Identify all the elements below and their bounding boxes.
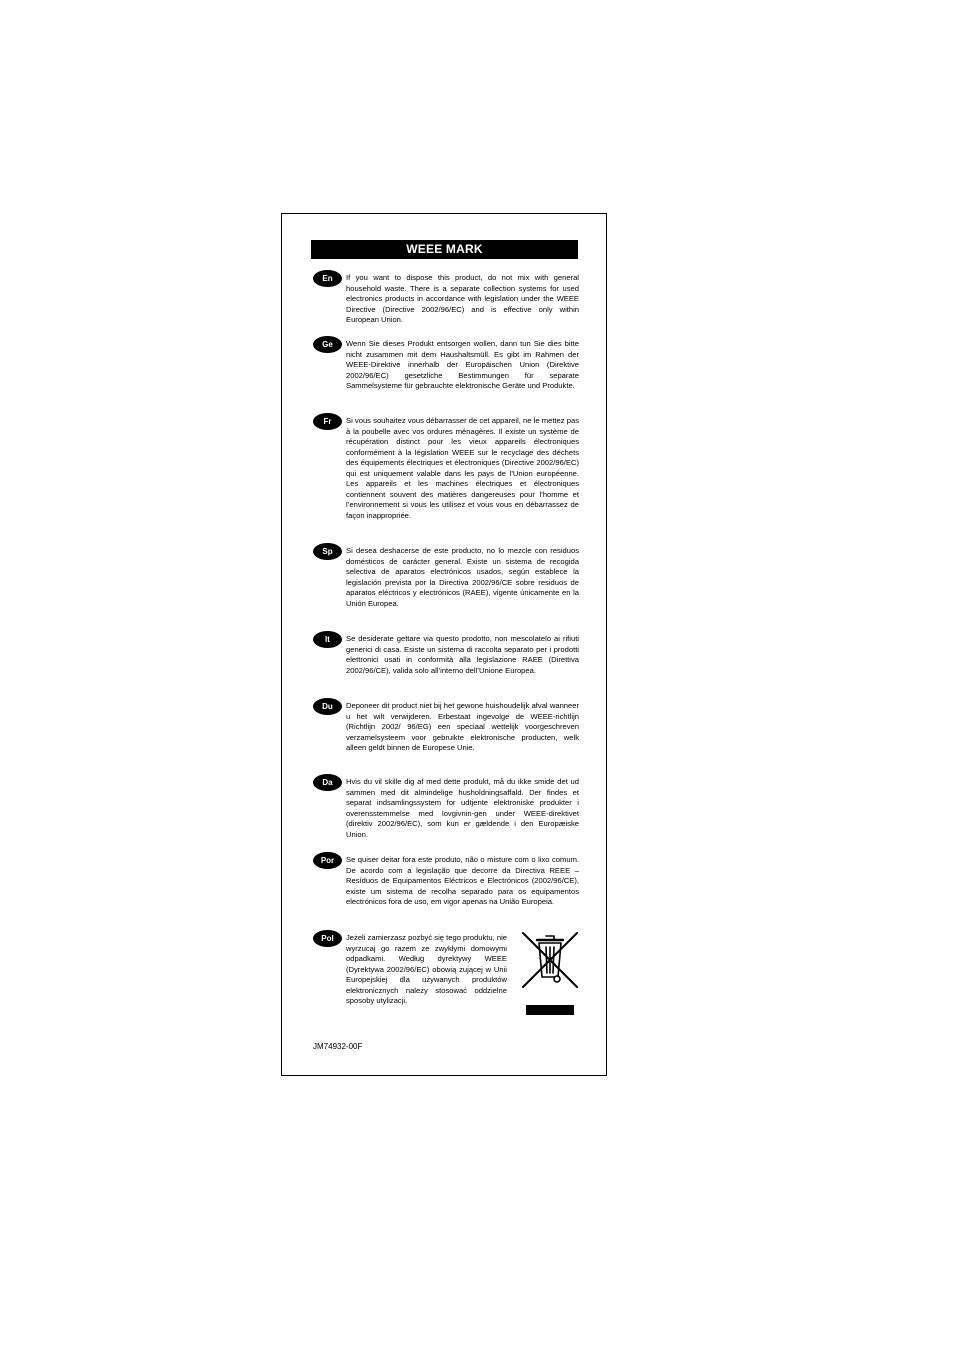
section-text-pol: Jeżeli zamierzasz pozbyć się tego produktu, nie wyrzucaj go razem ze zwykłymi domowymi odpadkami. Według dyrektywy WEEE (Dyrektywa 2002/96/EC) obowią zującej w Unii Europejskiej dla używanych produktów elektronicznych należy stosować oddzielne sposoby utylizacji. [346, 933, 507, 1006]
section-text-por: Se quiser deitar fora este produto, não o misture com o lixo comum. De acordo com a legislação que decorre da Directiva REEE – Resíduos de Equipamentos Eléctricos e Electrónicos (2002/96/CE), existe um sistema de recolha separado para os equipamentos electrónicos fora de uso, em vigor apenas na União Europeia. [346, 855, 579, 907]
section-text-it: Se desiderate gettare via questo prodotto, non mescolatelo ai rifiuti generici di casa. Esiste un sistema di raccolta separato per i prodotti elettronici usati in conformità alla legislazione RAEE (Direttiva 2002/96/CE), valida solo all’interno dell’Unione Europea. [346, 634, 579, 675]
document-code: JM74932-00F [313, 1042, 363, 1051]
section-text-sp: Si desea deshacerse de este producto, no lo mezcle con residuos domésticos de carácter general. Existe un sistema de recogida selectiva de aparatos electrónicos usados, según establece la legislación prevista por la Directiva 2002/96/CE sobre residuos de aparatos eléctricos y electrónicos (RAEE), vigente únicamente en la Unión Europea. [346, 546, 579, 608]
language-badge-en: En [313, 270, 342, 287]
section-text-du: Deponeer dit product niet bij het gewone huishoudelijk afval wanneer u het wilt verwijderen. Erbestaat ingevolge de WEEE-richtlijn (Richtlijn 2002/ 96/EG) een speciaal wettelijk voorgeschreven verzamelsysteem voor gebruikte elektronische producten, welk alleen geldt binnen de Europese Unie. [346, 701, 579, 753]
language-badge-sp: Sp [313, 543, 342, 560]
section-text-fr: Si vous souhaitez vous débarrasser de cet appareil, ne le mettez pas à la poubelle avec vos ordures ménagères. Il existe un système de récupération distinct pour les vieux appareils électroniques conformément à la législation WEEE sur le recyclage des déchets des équipements électriques et électroniques (Directive 2002/96/EC) qui est uniquement valable dans les pays de l’Union européenne. Les appareils et les machines électriques et électroniques contiennent souvent des matières dangereuses pour l’homme et l’environnement si vous les utilisez et vous vous en débarrassez de façon inappropriée. [346, 416, 579, 520]
language-badge-da: Da [313, 774, 342, 791]
language-badge-fr: Fr [313, 413, 342, 430]
section-text-ge: Wenn Sie dieses Produkt entsorgen wollen, dann tun Sie dies bitte nicht zusammen mit dem Haushaltsmüll. Es gibt im Rahmen der WEEE-Direktive innerhalb der Europäischen Union (Direktive 2002/96/EC) gesetzliche Bestimmungen für separate Sammelsysteme für gebrauchte elektronische Geräte und Produkte. [346, 339, 579, 391]
language-badge-por: Por [313, 852, 342, 869]
language-badge-it: It [313, 631, 342, 648]
language-badge-ge: Ge [313, 336, 342, 353]
language-badge-du: Du [313, 698, 342, 715]
weee-notice-card [281, 213, 607, 1076]
page-title: WEEE MARK [311, 240, 578, 259]
section-text-da: Hvis du vil skille dig af med dette produkt, må du ikke smide det ud sammen med dit almindelige husholdningsaffald. Der findes et separat indsamlingssystem for udtjente elektroniske produkter i overensstemmelse med lovgivnin-gen under WEEE-direktivet (direktiv 2002/96/EC), som kun er gældende i den Europæiske Union. [346, 777, 579, 839]
section-text-en: If you want to dispose this product, do not mix with general household waste. There is a separate collection systems for used electronics products in accordance with legislation under the WEEE Directive (Directive 2002/96/EC) and is effective only within European Union. [346, 273, 579, 325]
language-badge-pol: Pol [313, 930, 342, 947]
crossed-out-wheeled-bin-icon [520, 930, 580, 990]
weee-symbol-bar [526, 1005, 574, 1015]
